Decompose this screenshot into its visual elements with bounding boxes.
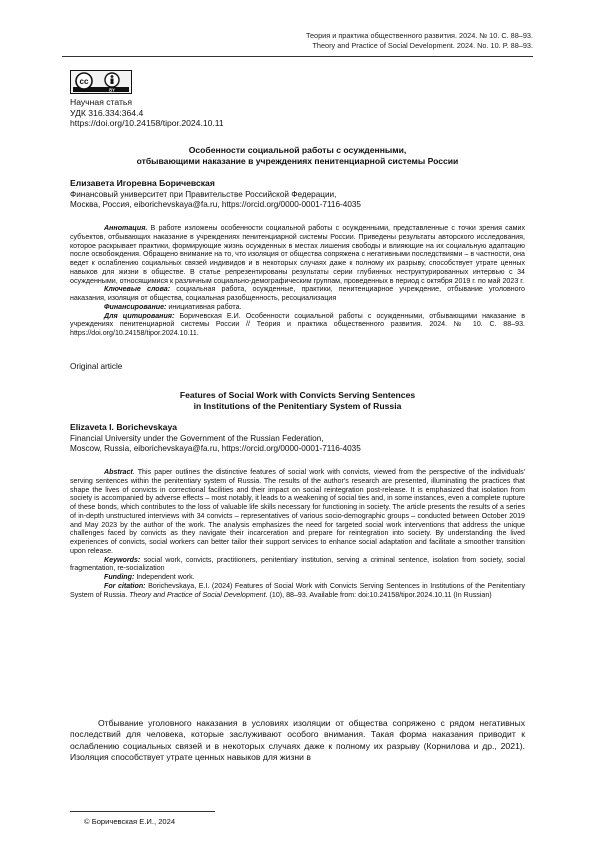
- udc-code: УДК 316.334:364.4: [70, 107, 144, 118]
- abstract-block-en: [70, 468, 525, 599]
- keywords-en: [70, 556, 525, 574]
- title-ru-line-2: отбывающими наказание в учреждениях пенитенциарной системы России: [136, 156, 459, 167]
- keywords-ru: [70, 285, 525, 303]
- affiliation-en: [70, 434, 361, 455]
- running-header: [306, 31, 533, 50]
- copyright-footnote: © Боричевская Е.И., 2024: [84, 817, 176, 826]
- svg-text:cc: cc: [79, 77, 89, 86]
- title-en: [62, 390, 533, 412]
- title-ru: [62, 145, 533, 167]
- article-type-ru: Научная статья: [70, 97, 133, 107]
- footnote-divider: [70, 811, 215, 812]
- affiliation-en-line-1: Financial University under the Government of the Russian Federation,: [70, 434, 324, 443]
- citation-text-en-2: . (10), 88–93. Available from: doi:10.24158/tipor.2024.10.11 (In Russian): [265, 590, 492, 599]
- keywords-label-en: Keywords:: [104, 555, 141, 564]
- body-paragraph: Отбывание уголовного наказания в условиях изоляции от общества сопряжено с рядом негативных последствий для человека, которые заслуживают особого внимания. Такая форма наказания приводит к ослаблению социальных связей и в некоторых случаях даже к полному их разрыву (Корнилова и др., 2021). Изоляция способствует утрате ценных навыков для жизни в: [70, 718, 525, 763]
- doi-link[interactable]: https://doi.org/10.24158/tipor.2024.10.11: [70, 118, 224, 129]
- keywords-text-ru: социальная работа, осужденные, практики, пенитенциарное учреждение, отбывание уголовного наказания, изоляция от общества, социальная разобщенность, ресоциализация: [70, 285, 525, 302]
- funding-en: [70, 573, 525, 582]
- article-type-en: Original article: [70, 362, 123, 371]
- funding-text-ru: инициативная работа.: [166, 302, 242, 311]
- abstract-block-ru: [70, 224, 525, 338]
- keywords-text-en: social work, convicts, practitioners, penitentiary institution, serving a criminal sentence, isolation from society, social fragmentation, re-socialization: [70, 555, 525, 573]
- author-en: Elizaveta I. Borichevskaya: [70, 422, 178, 432]
- funding-label-ru: Финансирование:: [104, 302, 167, 311]
- citation-label-ru: Для цитирования:: [104, 311, 175, 320]
- abstract-label-ru: Аннотация.: [104, 224, 148, 232]
- keywords-label-ru: Ключевые слова:: [104, 285, 171, 294]
- funding-text-en: Independent work.: [134, 573, 195, 581]
- header-line-ru: Теория и практика общественного развития. 2024. № 10. С. 88–93.: [305, 31, 533, 40]
- svg-text:BY: BY: [109, 87, 115, 93]
- abstract-en: [70, 468, 525, 556]
- affiliation-ru-line-1: Финансовый университет при Правительстве Российской Федерации,: [70, 190, 337, 199]
- title-ru-line-1: Особенности социальной работы с осужденными,: [188, 145, 407, 155]
- abstract-label-en: Abstract: [104, 468, 133, 476]
- affiliation-ru: [70, 190, 361, 211]
- citation-label-en: For citation:: [104, 581, 146, 590]
- title-en-line-1: Features of Social Work with Convicts Serving Sentences: [179, 390, 416, 400]
- citation-text-en-1: Borichevskaya, E.I. (2024) Features of Social Work with Convicts Serving Sentences in Institutions of the Penitentiary System of Russia.: [70, 581, 525, 599]
- citation-text-ru: Боричевская Е.И. Особенности социальной работы с осужденными, отбывающими наказание в учреждениях пенитенциарной системы России // Теория и практика общественного развития. 2024. № 10. С. 88–93. https://doi.org/10.24158/tipor.2024.10.11.: [70, 311, 525, 337]
- header-line-en: Theory and Practice of Social Development. 2024. No. 10. P. 88–93.: [312, 40, 533, 50]
- creative-commons-by-icon[interactable]: [70, 70, 132, 94]
- title-en-line-2: in Institutions of the Penitentiary System of Russia: [193, 401, 402, 412]
- author-ru: Елизавета Игоревна Боричевская: [70, 178, 215, 188]
- body-text: [70, 718, 525, 764]
- abstract-ru: [70, 224, 525, 285]
- funding-label-en: Funding:: [104, 573, 135, 581]
- affiliation-en-line-2: Moscow, Russia, eiborichevskaya@fa.ru, https://orcid.org/0000-0001-7116-4035: [70, 444, 361, 454]
- abstract-text-ru: В работе изложены особенности социальной работы с осужденными, представленные с точки зрения самих субъектов, отбывающих наказание в учреждениях пенитенциарной системы России. Приведены результаты авторского исследования, которое раскрывает практики, формирующие жизнь осужденных в местах лишения свободы и влияющие на их социальную адаптацию после освобождения. Обращено внимание на то, что изоляция от общества сопряжена с негативными последствиями – в частности, она ведет к ослаблению социальных связей индивидов и в некоторых случаях даже к полному их разрыву, способствует утрате ценных навыков для жизни в обществе. В статье репрезентированы результаты серии глубинных неструктурированных интервью с 34 осужденными, относящимися к различным социально-демографическим группам, проведенных в период с октября 2019 г. по май 2023 г.: [70, 224, 525, 285]
- citation-ru: [70, 312, 525, 338]
- abstract-text-en: . This paper outlines the distinctive features of social work with convicts, viewed from the perspective of the individuals' serving sentences within the penitentiary system of Russia. The results of the author's research are presented, illuminating the practices that shape the lives of convicts in correctional facilities and their impact on social reintegration post-release. It is emphasized that isolation from society is accompanied by adverse effects – most notably, it leads to a weakening of social ties and, in some instances, even a complete rupture of these bonds, which contributes to the loss of valuable life skills necessary for functioning in society. The article presents the results of a series of in-depth unstructured interviews with 34 convicts – representatives of various socio-demographic groups – conducted between October 2019 and May 2023 by the author of the work. The analysis emphasizes the need for targeted social work interventions that address the unique challenges faced by convicts as they navigate their incarceration and prepare for reintegration into society. By understanding the lived experiences of convicts, social workers can better tailor their support services to enhance social adaptation and facilitate a smoother transition upon release.: [70, 468, 525, 555]
- funding-ru: [70, 303, 525, 312]
- article-metadata: [70, 97, 224, 129]
- affiliation-ru-line-2: Москва, Россия, eiborichevskaya@fa.ru, https://orcid.org/0000-0001-7116-4035: [70, 200, 361, 210]
- citation-en: [70, 582, 525, 600]
- citation-journal-en: Theory and Practice of Social Development: [129, 590, 266, 599]
- header-divider: [62, 56, 533, 57]
